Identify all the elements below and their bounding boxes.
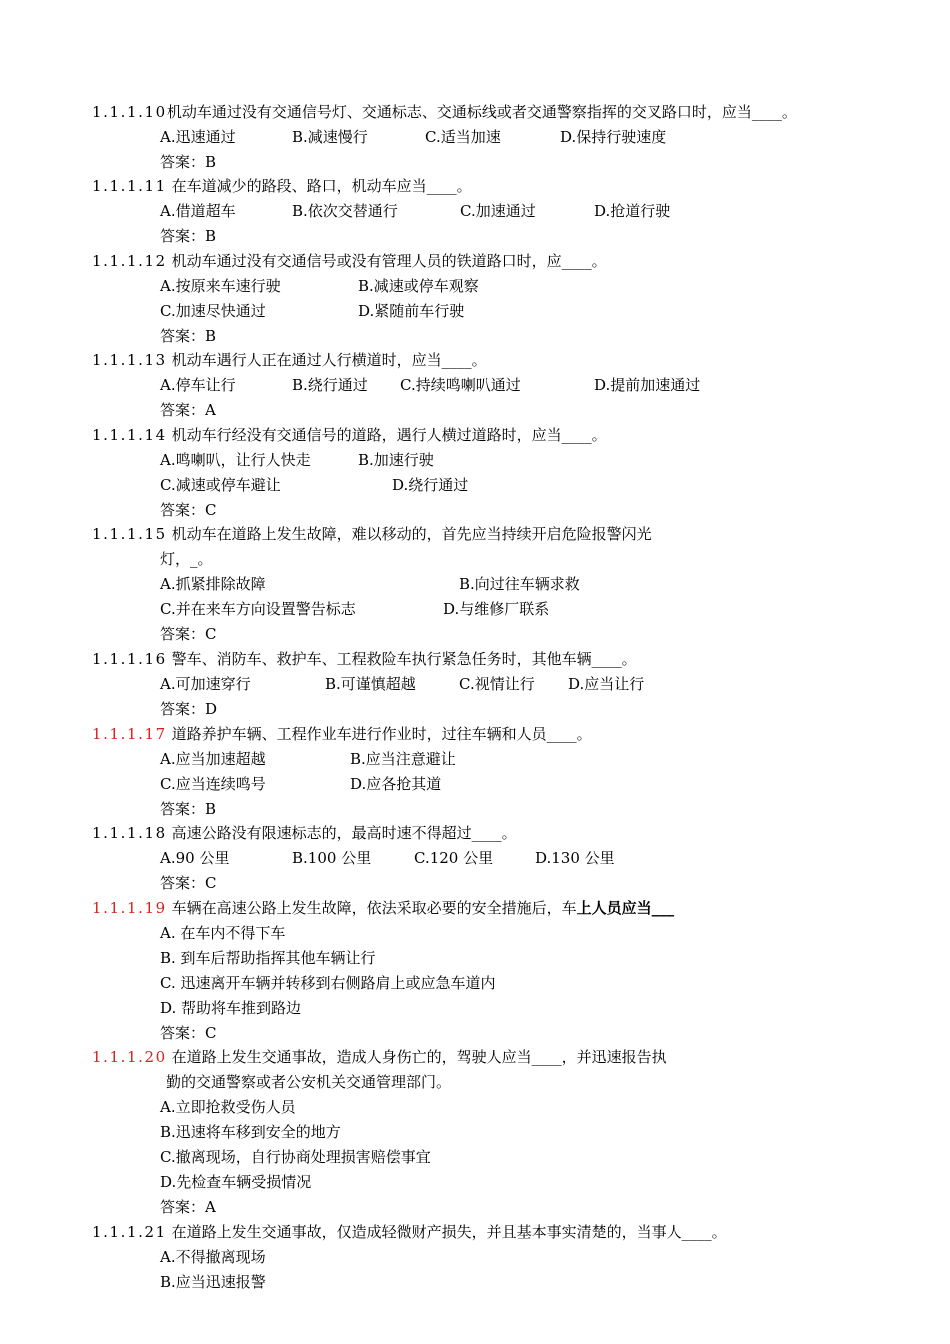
question-continuation: 勤的交通警察或者公安机关交通管理部门。 <box>166 1073 452 1091</box>
option-item: A.鸣喇叭，让行人快走 <box>160 451 311 469</box>
question-text: 机动车遇行人正在通过人行横道时，应当____。 <box>171 351 487 369</box>
question-line <box>92 1047 667 1067</box>
option-item: A.停车让行 <box>160 376 236 394</box>
option-item: C.应当连续鸣号 <box>160 775 266 793</box>
option-item: A.借道超车 <box>160 202 236 220</box>
question-line <box>92 649 637 669</box>
answer-line: 答案：D <box>160 700 218 718</box>
question-text: 警车、消防车、救护车、工程救险车执行紧急任务时，其他车辆____。 <box>171 650 637 668</box>
question-text: 高速公路没有限速标志的，最高时速不得超过____。 <box>171 824 517 842</box>
question-line <box>92 425 607 445</box>
option-item: B.迅速将车移到安全的地方 <box>160 1123 341 1141</box>
option-item: C.120 公里 <box>414 849 494 867</box>
option-item: B.可谨慎超越 <box>325 675 416 693</box>
option-item: D.130 公里 <box>535 849 615 867</box>
question-text: 机动车通过没有交通信号或没有管理人员的铁道路口时，应____。 <box>171 252 607 270</box>
question-number: 1.1.1.12 <box>92 252 167 270</box>
option-item: D.先检查车辆受损情况 <box>160 1173 312 1191</box>
option-item: D.绕行通过 <box>392 476 469 494</box>
option-item: B.绕行通过 <box>292 376 368 394</box>
option-item: C.适当加速 <box>425 128 501 146</box>
answer-line: 答案：A <box>160 401 216 419</box>
option-item: A.抓紧排除故障 <box>160 575 266 593</box>
question-text: 在道路上发生交通事故，造成人身伤亡的，驾驶人应当____，并迅速报告执 <box>171 1048 667 1066</box>
option-item: B.应当注意避让 <box>350 750 456 768</box>
question-line <box>92 898 674 918</box>
answer-line: 答案：B <box>160 800 217 818</box>
option-item: A.不得撤离现场 <box>160 1248 266 1266</box>
option-item: C.并在来车方向设置警告标志 <box>160 600 356 618</box>
option-item: B.100 公里 <box>292 849 372 867</box>
question-number: 1.1.1.20 <box>92 1048 167 1066</box>
question-line <box>92 1222 727 1242</box>
question-line <box>92 823 517 843</box>
question-number: 1.1.1.17 <box>92 725 167 743</box>
option-item: B. 到车后帮助指挥其他车辆让行 <box>160 949 376 967</box>
question-line <box>92 251 607 271</box>
option-item: B.向过往车辆求救 <box>459 575 580 593</box>
option-item: C.加速尽快通过 <box>160 302 266 320</box>
answer-line: 答案：C <box>160 874 217 892</box>
option-item: A.应当加速超越 <box>160 750 266 768</box>
option-item: C. 迅速离开车辆并转移到右侧路肩上或应急车道内 <box>160 974 496 992</box>
question-text: 道路养护车辆、工程作业车进行作业时，过往车辆和人员____。 <box>171 725 592 743</box>
question-text: 车辆在高速公路上发生故障，依法采取必要的安全措施后，车 <box>171 899 577 917</box>
question-text-bold: 上人员应当___ <box>576 899 675 917</box>
option-item: D. 帮助将车推到路边 <box>160 999 302 1017</box>
option-item: B.应当迅速报警 <box>160 1273 266 1291</box>
question-number: 1.1.1.21 <box>92 1223 167 1241</box>
option-item: D.与维修厂联系 <box>443 600 550 618</box>
option-item: C.持续鸣喇叭通过 <box>400 376 521 394</box>
option-item: D.提前加速通过 <box>594 376 701 394</box>
answer-line: 答案：C <box>160 501 217 519</box>
option-item: A. 在车内不得下车 <box>160 924 286 942</box>
question-text: 机动车行经没有交通信号的道路，遇行人横过道路时，应当____。 <box>171 426 607 444</box>
question-line <box>92 176 472 196</box>
answer-line: 答案：B <box>160 327 217 345</box>
question-number: 1.1.1.14 <box>92 426 167 444</box>
question-text: 机动车在道路上发生故障，难以移动的，首先应当持续开启危险报警闪光 <box>171 525 652 543</box>
option-item: B.依次交替通行 <box>292 202 398 220</box>
option-item: C.加速通过 <box>460 202 536 220</box>
option-item: B.加速行驶 <box>358 451 434 469</box>
option-item: A.迅速通过 <box>160 128 236 146</box>
option-item: B.减速或停车观察 <box>358 277 479 295</box>
option-item: D.紧随前车行驶 <box>358 302 465 320</box>
question-number: 1.1.1.15 <box>92 525 167 543</box>
question-number: 1.1.1.19 <box>92 899 167 917</box>
option-item: A.按原来车速行驶 <box>160 277 281 295</box>
option-item: D.保持行驶速度 <box>560 128 667 146</box>
question-line <box>92 524 652 544</box>
question-text: 机动车通过没有交通信号灯、交通标志、交通标线或者交通警察指挥的交叉路口时，应当____。 <box>166 103 797 121</box>
answer-line: 答案：B <box>160 227 217 245</box>
question-line <box>92 350 487 370</box>
question-number: 1.1.1.16 <box>92 650 167 668</box>
question-line <box>92 102 797 122</box>
option-item: B.减速慢行 <box>292 128 368 146</box>
option-item: C.撤离现场，自行协商处理损害赔偿事宜 <box>160 1148 431 1166</box>
answer-line: 答案：A <box>160 1198 216 1216</box>
question-number: 1.1.1.11 <box>92 177 167 195</box>
question-continuation: 灯，_。 <box>160 550 213 568</box>
option-item: C.视情让行 <box>459 675 535 693</box>
option-item: D.应各抢其道 <box>350 775 442 793</box>
answer-line: 答案：B <box>160 153 217 171</box>
question-text: 在车道减少的路段、路口，机动车应当____。 <box>171 177 472 195</box>
option-item: D.抢道行驶 <box>594 202 671 220</box>
question-text: 在道路上发生交通事故，仅造成轻微财产损失，并且基本事实清楚的，当事人____。 <box>171 1223 727 1241</box>
option-item: A.立即抢救受伤人员 <box>160 1098 296 1116</box>
question-number: 1.1.1.10 <box>92 103 167 121</box>
answer-line: 答案：C <box>160 625 217 643</box>
answer-line: 答案：C <box>160 1024 217 1042</box>
option-item: D.应当让行 <box>568 675 645 693</box>
option-item: A.可加速穿行 <box>160 675 251 693</box>
question-line <box>92 724 592 744</box>
question-number: 1.1.1.18 <box>92 824 167 842</box>
option-item: A.90 公里 <box>160 849 230 867</box>
question-number: 1.1.1.13 <box>92 351 167 369</box>
option-item: C.减速或停车避让 <box>160 476 281 494</box>
